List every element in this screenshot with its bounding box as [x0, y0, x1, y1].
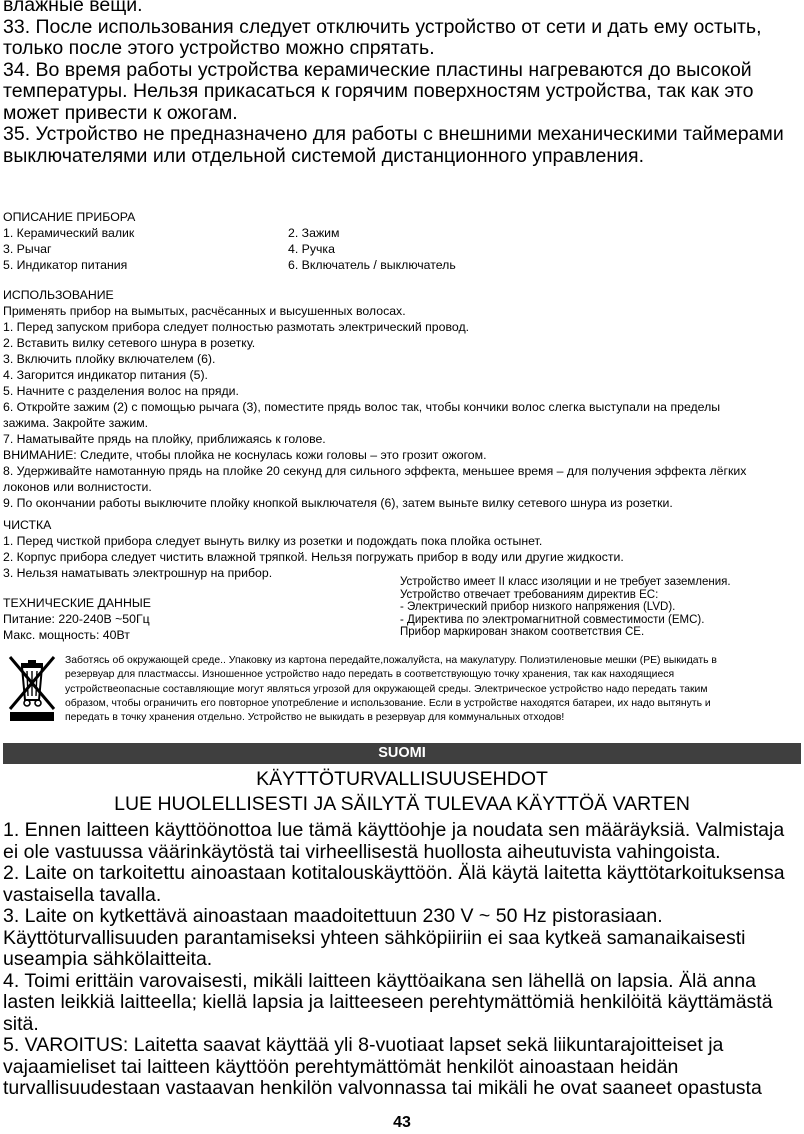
text-line: Заботясь об окружающей среде.. Упаковку из картона передайте,пожалуйста, на макулатуру. Полиэтиленовые мешки (PE) выкидать в [65, 655, 717, 666]
text-line: влажные вещи. [3, 0, 143, 16]
warning-line: ВНИМАНИЕ: Следите, чтобы плойка не коснулась кожи головы – это грозит ожогом. [3, 448, 487, 462]
text-line: может привести к ожогам. [3, 101, 238, 124]
safety-rules-continued [3, 0, 801, 167]
part-label: 5. Индикатор питания [3, 258, 128, 272]
text-line: vastaisella tavalla. [3, 883, 162, 906]
text-line: локонов или волнистости. [3, 480, 152, 494]
technical-data [3, 595, 393, 643]
text-line: 5. VAROITUS: Laitetta saavat käyttää yli 8-vuotiaat lapset sekä liikuntarajoitteiset ja [3, 1034, 724, 1056]
finnish-safety-rules [3, 820, 801, 1100]
text-line: резервуар для пластмассы. Изношенное устройство надо передать в соответствующую точку хранения, так как находящиеся [65, 669, 675, 681]
compliance-notes [400, 576, 800, 639]
text-line: передать в точку хранения отдельно. Устройство не выкидать в резервуар для коммунальных отходов! [65, 712, 565, 724]
text-line: sitä. [3, 1012, 39, 1035]
text-line: lasten leikkiä laitteella; kiellä lapsia ja laitteeseen perehtymättömiä henkilöitä käyttämästä [3, 991, 773, 1013]
text-line: 1. Перед запуском прибора следует полностью размотать электрический провод. [3, 320, 470, 334]
part-label: 2. Зажим [288, 226, 340, 240]
text-line: 4. Загорится индикатор питания (5). [3, 368, 208, 382]
device-description [3, 209, 801, 273]
parts-row [3, 241, 801, 257]
text-line: Устройство отвечает требованиям директив ЕС: [400, 588, 659, 601]
section-heading: ТЕХНИЧЕСКИЕ ДАННЫЕ [3, 596, 151, 610]
part-label: 1. Керамический валик [3, 226, 135, 240]
spec-line: Питание: 220-240В ~50Гц [3, 612, 150, 626]
text-line: - Директива по электромагнитной совместимости (EMC). [400, 613, 705, 626]
language-section-bar: SUOMI [3, 743, 801, 764]
text-line: 34. Во время работы устройства керамические пластины нагреваются до высокой [3, 58, 752, 81]
section-heading: ОПИСАНИЕ ПРИБОРА [3, 210, 136, 224]
text-line: 9. По окончании работы выключите плойку кнопкой выключателя (6), затем выньте вилку сетевого шнура из розетки. [3, 496, 673, 510]
finnish-title: KÄYTTÖTURVALLISUUSEHDOT [256, 768, 548, 790]
spec-line: Макс. мощность: 40Вт [3, 628, 130, 642]
text-line: 2. Корпус прибора следует чистить влажной тряпкой. Нельзя погружать прибор в воду или другие жидкости. [3, 550, 624, 564]
page-number: 43 [393, 1114, 411, 1131]
text-line: выключателями или отдельной системой дистанционного управления. [3, 144, 645, 167]
text-line: 3. Laite on kytkettävä ainoastaan maadoitettuun 230 V ~ 50 Hz pistorasiaan. [3, 905, 663, 927]
crossed-out-wheelie-bin-icon [7, 654, 57, 722]
text-line: 2. Вставить вилку сетевого шнура в розетку. [3, 336, 256, 350]
parts-row [3, 225, 801, 241]
text-line: 35. Устройство не предназначено для работы с внешними механическими таймерами [3, 123, 784, 145]
section-heading: ЧИСТКА [3, 518, 52, 532]
text-line: 2. Laite on tarkoitettu ainoastaan kotitalouskäyttöön. Älä käytä laitetta käyttötarkoituksensa [3, 862, 785, 884]
text-line: 1. Ennen laitteen käyttöönottoa lue tämä käyttöohje ja noudata sen määräyksiä. Valmistaja [3, 819, 785, 841]
text-line: устройствеопасные составляющие могут являться угрозой для окружающей среды. Электрическое устройство надо передать таким [65, 683, 708, 695]
part-label: 3. Рычаг [3, 242, 52, 256]
text-line: 3. Включить плойку включателем (6). [3, 352, 216, 366]
text-line: useampia sähkölaitteita. [3, 948, 213, 970]
finnish-subtitle: LUE HUOLELLISESTI JA SÄILYTÄ TULEVAA KÄYTTÖÄ VARTEN [114, 793, 690, 815]
usage-section [3, 287, 801, 511]
text-line: температуры. Нельзя прикасаться к горячим поверхностям устройства, так как это [3, 80, 754, 102]
text-line: vajaamieliset tai laitteen käyttöön perehtymättömät henkilöt ainoastaan heidän [3, 1055, 679, 1078]
text-line: - Электрический прибор низкого напряжения (LVD). [400, 601, 676, 614]
part-label: 6. Включатель / выключатель [288, 258, 456, 272]
text-line: Устройство имеет II класс изоляции и не требует заземления. [400, 576, 731, 588]
section-heading: ИСПОЛЬЗОВАНИЕ [3, 288, 114, 302]
text-line: ei ole vastuussa väärinkäytöstä tai virheellisestä huollosta aiheutuvista vahingoista. [3, 840, 721, 863]
parts-row [3, 257, 801, 273]
text-line: Прибор маркирован знаком соответствия CE. [400, 626, 645, 639]
text-line: зажима. Закройте зажим. [3, 416, 149, 430]
environment-text [65, 654, 800, 725]
text-line: Применять прибор на вымытых, расчёсанных и высушенных волосах. [3, 304, 406, 318]
text-line: turvallisuudestaan vastaavan henkilön valvonnassa tai mikäli he ovat saaneet opastusta [3, 1077, 762, 1099]
text-line: 7. Наматывайте прядь на плойку, приближаясь к голове. [3, 432, 326, 446]
environment-notice [7, 654, 802, 724]
cleaning-section [3, 517, 801, 581]
text-line: 4. Toimi erittäin varovaisesti, mikäli laitteen käyttöaikana sen lähellä on lapsia. Älä anna [3, 969, 756, 992]
text-line: 1. Перед чисткой прибора следует вынуть вилку из розетки и подождать пока плойка остынет. [3, 534, 543, 548]
text-line: образом, чтобы ограничить его повторное употребление и использование. Если в устройстве находятся батареи, их надо вытянуть и [65, 697, 711, 709]
part-label: 4. Ручка [288, 242, 335, 256]
text-line: 5. Начните с разделения волос на пряди. [3, 384, 239, 398]
text-line: 8. Удерживайте намотанную прядь на плойке 20 секунд для сильного эффекта, меньшее время – для получения эффекта лёгких [3, 464, 747, 478]
text-line: только после этого устройство можно спрятать. [3, 37, 435, 59]
text-line: 33. После использования следует отключить устройство от сети и дать ему остыть, [3, 15, 762, 38]
text-line: 3. Нельзя наматывать электрошнур на прибор. [3, 566, 273, 580]
text-line: Käyttöturvallisuuden parantamiseksi yhteen sähköpiiriin ei saa kytkeä samanaikaisesti [3, 926, 746, 949]
text-line: 6. Откройте зажим (2) с помощью рычага (3), поместите прядь волос так, чтобы кончики волос слегка выступали на пределы [3, 400, 721, 414]
